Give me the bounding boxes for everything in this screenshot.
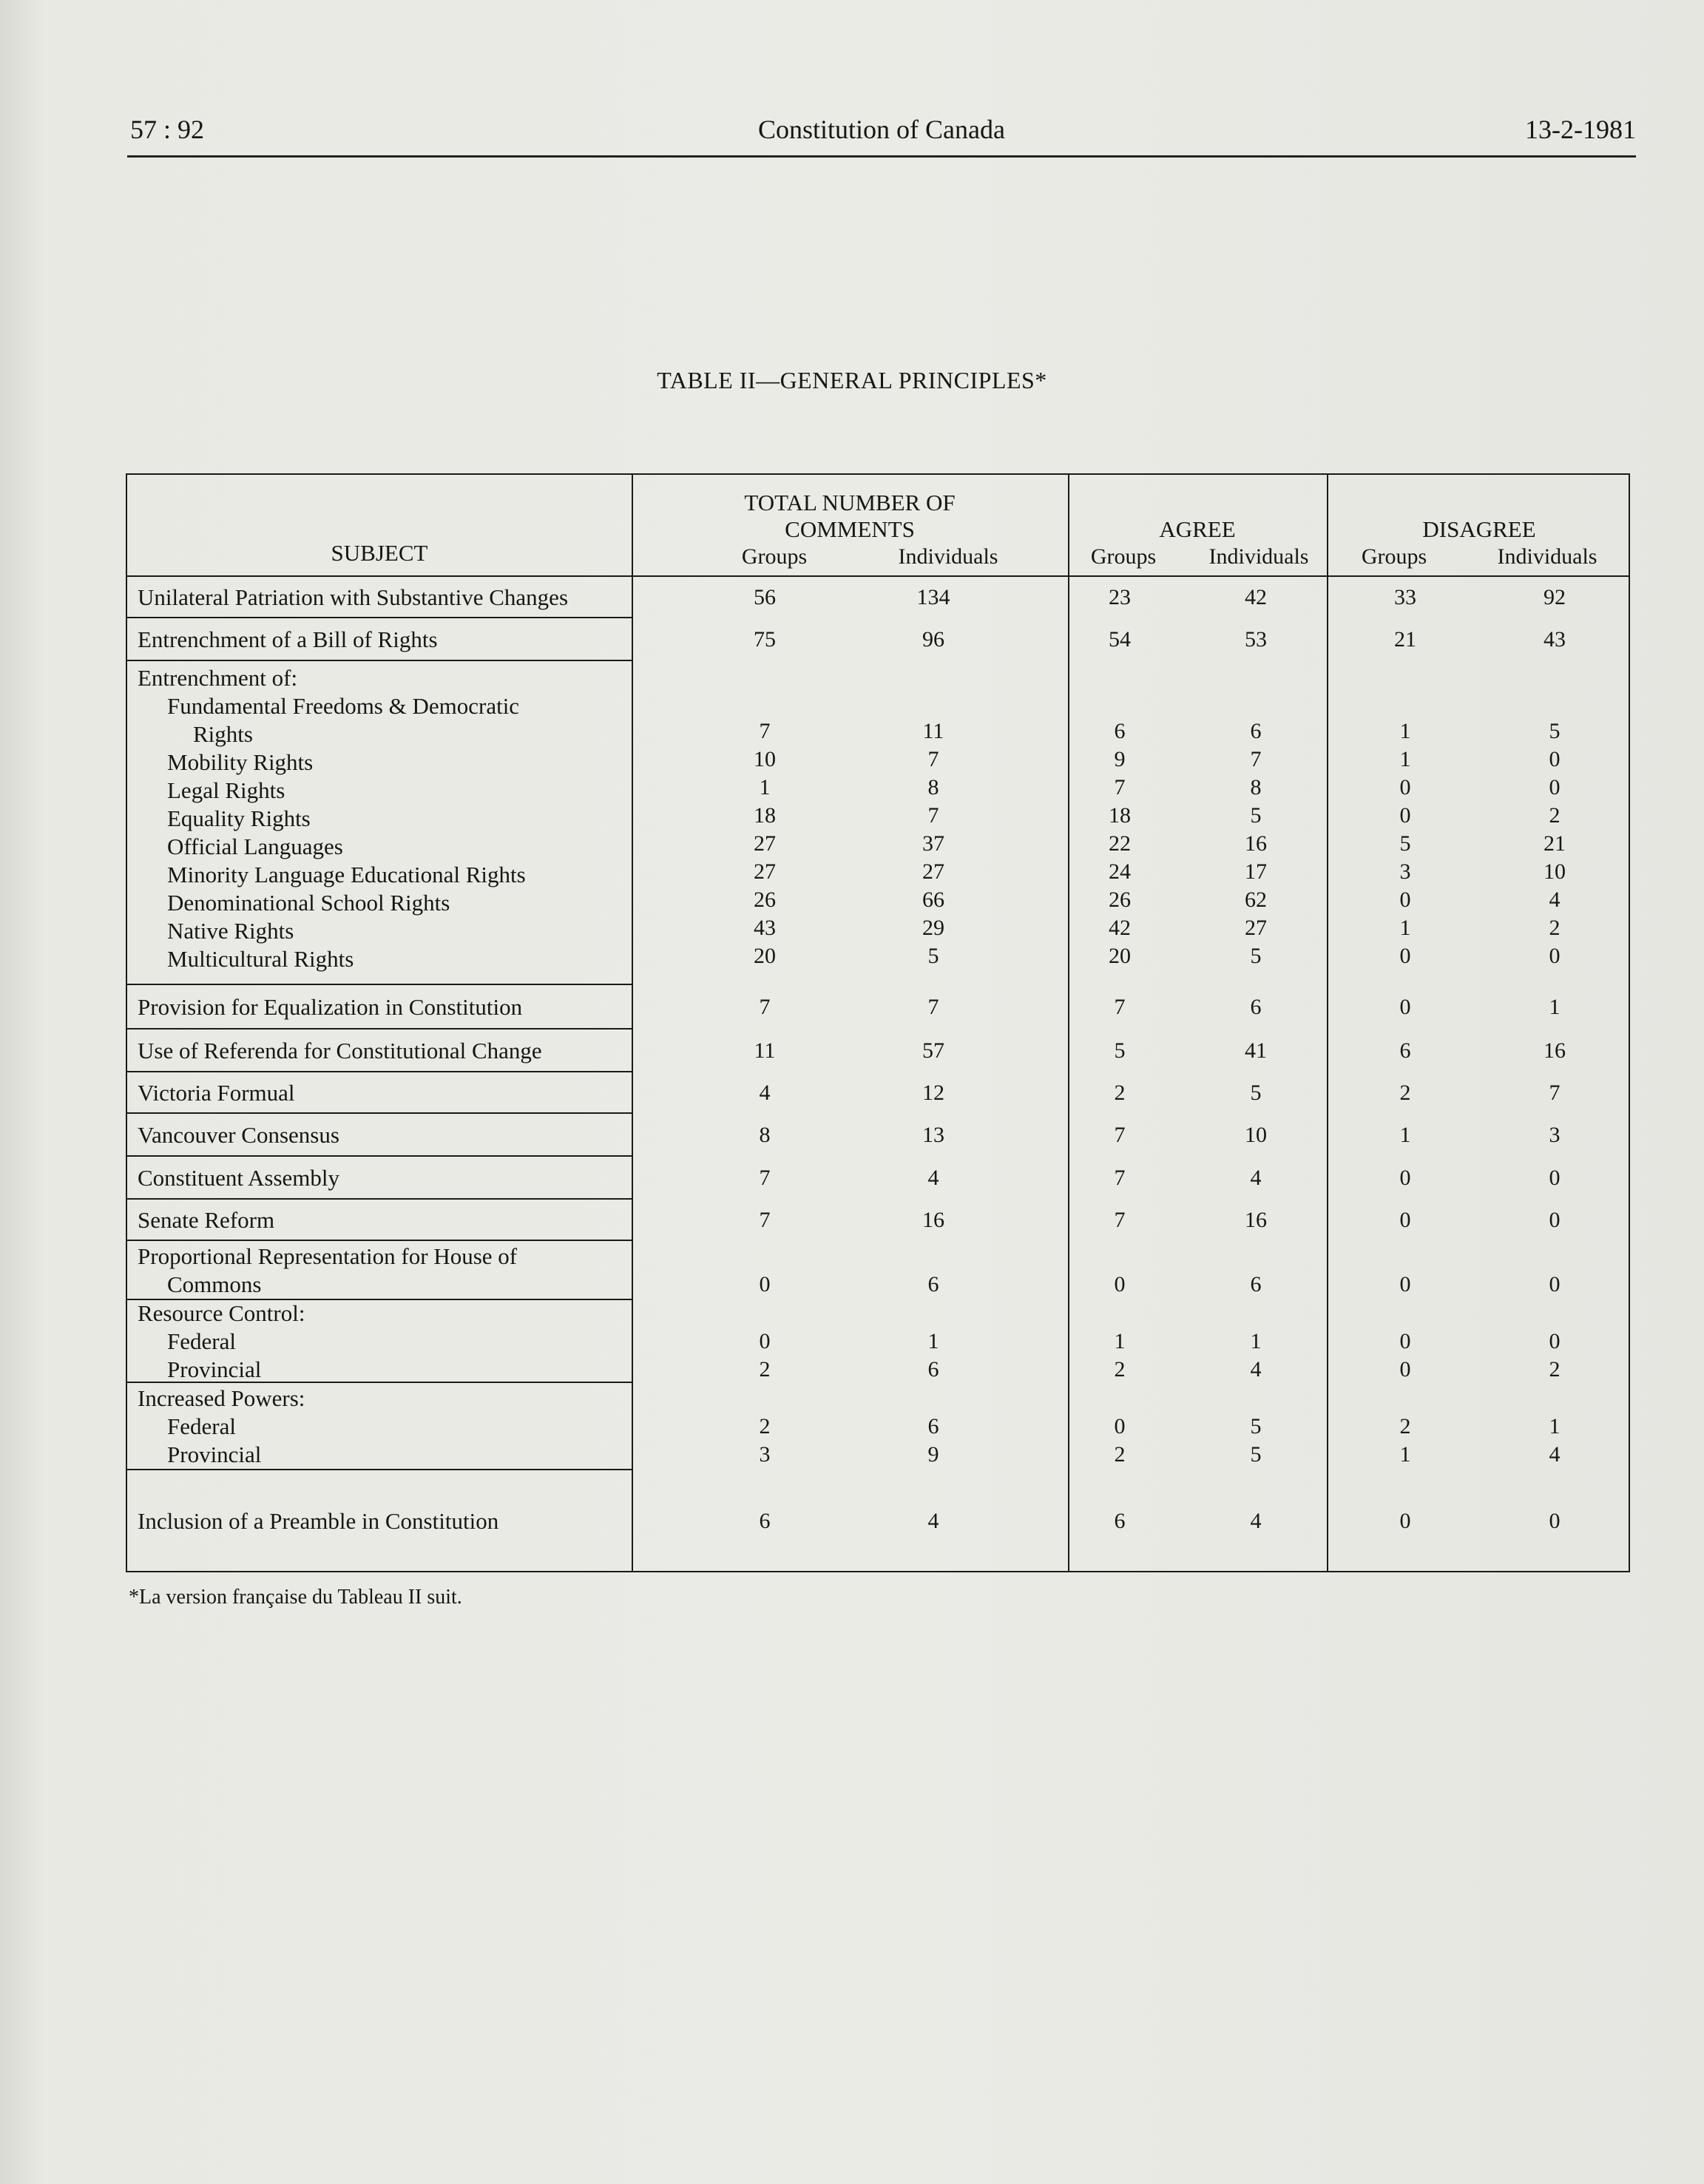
header-total-line2: COMMENTS — [785, 516, 915, 542]
value: 1 — [1250, 1329, 1262, 1353]
value-cell-di — [1510, 993, 1599, 1021]
value: 6 — [1250, 995, 1262, 1019]
value-cell-ag — [1075, 1121, 1164, 1149]
value-cell-dg — [1361, 993, 1450, 1021]
value-cell-di — [1510, 1413, 1599, 1469]
value: 33 — [1394, 585, 1416, 609]
value: 17 — [1245, 859, 1267, 884]
value: 27 — [1245, 916, 1267, 940]
value: 43 — [1544, 627, 1566, 652]
value: 7 — [927, 747, 939, 771]
value: 7 — [1114, 1208, 1126, 1232]
value: 4 — [1250, 1357, 1262, 1382]
value: 20 — [754, 944, 776, 968]
value-cell-di — [1510, 626, 1599, 654]
value-cell-ti — [889, 626, 978, 654]
value-cell-dg — [1361, 1507, 1450, 1535]
value-cell-tg — [720, 1328, 809, 1384]
value-cell-tg — [720, 1164, 809, 1192]
value-cell-ai — [1211, 1037, 1300, 1065]
value-cell-di — [1510, 1206, 1599, 1234]
value: 1 — [1399, 719, 1411, 743]
value-cell-ag — [1075, 626, 1164, 654]
value: 0 — [1399, 944, 1411, 968]
value: 7 — [759, 719, 771, 743]
header-total-groups: Groups — [741, 544, 808, 569]
value-cell-dg — [1361, 1121, 1450, 1149]
value: 2 — [1114, 1357, 1126, 1382]
value: 43 — [754, 916, 776, 940]
value: 11 — [922, 719, 944, 743]
value: 9 — [927, 1442, 939, 1467]
value-cell-ti — [889, 1037, 978, 1065]
value: 7 — [1114, 775, 1126, 799]
value: 26 — [754, 888, 776, 912]
value: 2 — [759, 1414, 771, 1438]
value-cell-ti — [889, 1413, 978, 1469]
value-cell-ag — [1075, 1037, 1164, 1065]
value-cell-tg — [720, 626, 809, 654]
header-disagree: DISAGREE — [1422, 516, 1536, 542]
value: 5 — [1114, 1038, 1126, 1063]
value: 0 — [1399, 1509, 1411, 1533]
value-cell-tg — [720, 1271, 809, 1299]
value-cell-ag — [1075, 1271, 1164, 1299]
value-cell-di — [1510, 1271, 1599, 1299]
value-cell-dg — [1361, 584, 1450, 612]
value: 7 — [927, 803, 939, 828]
subject-line: Denominational School Rights — [167, 890, 450, 916]
value: 1 — [1549, 995, 1561, 1019]
value-cell-di — [1510, 1328, 1599, 1384]
table-title: TABLE II—GENERAL PRINCIPLES* — [657, 367, 1047, 393]
value: 3 — [1399, 859, 1411, 884]
value: 22 — [1109, 831, 1131, 856]
value: 134 — [916, 585, 950, 609]
value-cell-tg — [720, 1121, 809, 1149]
value: 3 — [759, 1442, 771, 1467]
value: 53 — [1245, 627, 1267, 652]
subject-line: Vancouver Consensus — [138, 1122, 339, 1148]
value-cell-ti — [889, 1079, 978, 1107]
value-cell-dg — [1361, 1079, 1450, 1107]
row-divider — [127, 617, 632, 618]
page-date: 13-2-1981 — [1525, 115, 1636, 144]
value: 4 — [927, 1509, 939, 1533]
value-cell-di — [1510, 584, 1599, 612]
row-divider — [127, 1240, 632, 1241]
value: 8 — [927, 775, 939, 799]
value-cell-ti — [889, 993, 978, 1021]
value-cell-ag — [1075, 1507, 1164, 1535]
value: 13 — [922, 1123, 944, 1147]
value: 24 — [1109, 859, 1131, 884]
subject-line: Use of Referenda for Constitutional Change — [138, 1038, 542, 1064]
value: 2 — [1549, 803, 1561, 828]
row-divider — [127, 575, 1629, 577]
value: 10 — [754, 747, 776, 771]
value: 26 — [1109, 888, 1131, 912]
value: 3 — [1549, 1123, 1561, 1147]
value-cell-dg — [1361, 1164, 1450, 1192]
value-cell-ag — [1075, 1328, 1164, 1384]
value-cell-tg — [720, 1413, 809, 1469]
value: 2 — [1549, 916, 1561, 940]
column-divider — [1068, 475, 1069, 1571]
footnote: *La version française du Tableau II suit. — [129, 1586, 462, 1609]
subject-line: Inclusion of a Preamble in Constitution — [138, 1508, 499, 1534]
value-cell-di — [1510, 1164, 1599, 1192]
value: 37 — [922, 831, 944, 856]
value: 9 — [1114, 747, 1126, 771]
value: 27 — [754, 859, 776, 884]
value-cell-ai — [1211, 584, 1300, 612]
value: 2 — [1399, 1081, 1411, 1105]
value-cell-ag — [1075, 1079, 1164, 1107]
value-cell-di — [1510, 1507, 1599, 1535]
value-cell-tg — [720, 1079, 809, 1107]
value-cell-ag — [1075, 993, 1164, 1021]
page-header — [127, 111, 1636, 158]
value: 5 — [1250, 1081, 1262, 1105]
value: 6 — [927, 1414, 939, 1438]
value-cell-ti — [889, 1328, 978, 1384]
value: 0 — [1399, 1166, 1411, 1190]
value: 27 — [922, 859, 944, 884]
value: 20 — [1109, 944, 1131, 968]
value: 7 — [1250, 747, 1262, 771]
value-cell-dg — [1361, 1037, 1450, 1065]
value: 27 — [754, 831, 776, 856]
value: 0 — [1549, 944, 1561, 968]
value: 0 — [1549, 775, 1561, 799]
value-cell-ai — [1211, 1328, 1300, 1384]
value: 6 — [1399, 1038, 1411, 1063]
value-cell-ag — [1075, 717, 1164, 970]
value-cell-dg — [1361, 626, 1450, 654]
value: 1 — [1399, 747, 1411, 771]
value: 57 — [922, 1038, 944, 1063]
value-cell-di — [1510, 1079, 1599, 1107]
value: 5 — [927, 944, 939, 968]
subject-line: Unilateral Patriation with Substantive Changes — [138, 584, 569, 610]
subject-line: Proportional Representation for House of — [138, 1243, 518, 1269]
page-number: 57 : 92 — [130, 115, 205, 144]
subject-line: Increased Powers: — [138, 1385, 305, 1411]
value: 0 — [1549, 1509, 1561, 1533]
value: 6 — [1250, 719, 1262, 743]
row-divider — [127, 1155, 632, 1157]
subject-line: Entrenchment of: — [138, 665, 298, 691]
header-agree-groups: Groups — [1090, 544, 1157, 569]
value: 12 — [922, 1081, 944, 1105]
value-cell-ai — [1211, 626, 1300, 654]
subject-cell — [138, 584, 568, 612]
value: 6 — [927, 1272, 939, 1296]
value: 0 — [1114, 1414, 1126, 1438]
value-cell-ai — [1211, 1507, 1300, 1535]
subject-line: Provincial — [167, 1356, 262, 1382]
value: 18 — [754, 803, 776, 828]
value-cell-ai — [1211, 1079, 1300, 1107]
value: 10 — [1544, 859, 1566, 884]
value: 0 — [1399, 1357, 1411, 1382]
value-cell-di — [1510, 1121, 1599, 1149]
value-cell-dg — [1361, 1328, 1450, 1384]
value-cell-di — [1510, 1037, 1599, 1065]
value: 62 — [1245, 888, 1267, 912]
subject-cell — [138, 1299, 305, 1384]
value: 7 — [927, 995, 939, 1019]
value: 0 — [1399, 1272, 1411, 1296]
subject-cell — [138, 1507, 498, 1535]
value: 1 — [1114, 1329, 1126, 1353]
value-cell-ti — [889, 717, 978, 970]
subject-line: Provision for Equalization in Constitution — [138, 994, 523, 1020]
value: 1 — [1399, 1123, 1411, 1147]
value: 75 — [754, 627, 776, 652]
value-cell-ai — [1211, 1164, 1300, 1192]
subject-line: Rights — [193, 721, 253, 747]
header-disagree-groups: Groups — [1361, 544, 1427, 569]
subject-line: Legal Rights — [167, 777, 285, 803]
value: 0 — [1549, 1208, 1561, 1232]
value-cell-di — [1510, 717, 1599, 970]
value: 8 — [759, 1123, 771, 1147]
header-agree-individuals: Individuals — [1208, 544, 1309, 569]
header-subject: SUBJECT — [331, 540, 428, 566]
value-cell-ti — [889, 1206, 978, 1234]
value: 0 — [1549, 1329, 1561, 1353]
subject-line: Native Rights — [167, 918, 294, 944]
value: 1 — [1399, 916, 1411, 940]
subject-cell — [138, 626, 438, 654]
value: 0 — [1399, 775, 1411, 799]
value-cell-dg — [1361, 1413, 1450, 1469]
value: 16 — [922, 1208, 944, 1232]
value: 1 — [1399, 1442, 1411, 1467]
value: 10 — [1245, 1123, 1267, 1147]
value-cell-tg — [720, 1507, 809, 1535]
value-cell-tg — [720, 584, 809, 612]
value-cell-ti — [889, 1507, 978, 1535]
value: 6 — [759, 1509, 771, 1533]
header-total-individuals: Individuals — [898, 544, 998, 569]
value: 6 — [1250, 1272, 1262, 1296]
value-cell-ag — [1075, 1206, 1164, 1234]
subject-line: Commons — [167, 1271, 262, 1297]
header-disagree-individuals: Individuals — [1497, 544, 1598, 569]
value: 0 — [1399, 803, 1411, 828]
header-agree: AGREE — [1159, 516, 1236, 542]
value: 8 — [1250, 775, 1262, 799]
subject-line: Entrenchment of a Bill of Rights — [138, 626, 438, 652]
value-cell-tg — [720, 1206, 809, 1234]
value-cell-ag — [1075, 1413, 1164, 1469]
value: 6 — [927, 1357, 939, 1382]
value: 66 — [922, 888, 944, 912]
value: 0 — [1549, 1166, 1561, 1190]
subject-cell — [138, 664, 526, 973]
value: 5 — [1250, 1442, 1262, 1467]
value-cell-dg — [1361, 717, 1450, 970]
value-cell-ag — [1075, 1164, 1164, 1192]
subject-line: Provincial — [167, 1441, 262, 1467]
value-cell-tg — [720, 717, 809, 970]
value: 7 — [759, 995, 771, 1019]
value: 29 — [922, 916, 944, 940]
subject-cell — [138, 1037, 542, 1065]
value: 92 — [1544, 585, 1566, 609]
value: 7 — [759, 1208, 771, 1232]
value: 0 — [1399, 995, 1411, 1019]
value: 42 — [1109, 916, 1131, 940]
subject-line: Federal — [167, 1413, 236, 1439]
value-cell-tg — [720, 1037, 809, 1065]
subject-line: Official Languages — [167, 834, 343, 859]
value: 5 — [1399, 831, 1411, 856]
value-cell-ai — [1211, 1413, 1300, 1469]
value: 6 — [1114, 1509, 1126, 1533]
row-divider — [127, 660, 632, 661]
value: 0 — [759, 1329, 771, 1353]
value: 16 — [1245, 1208, 1267, 1232]
value: 2 — [1549, 1357, 1561, 1382]
value: 7 — [1114, 995, 1126, 1019]
value-cell-ai — [1211, 993, 1300, 1021]
row-divider — [127, 1112, 632, 1114]
row-divider — [127, 1198, 632, 1200]
value-cell-tg — [720, 993, 809, 1021]
value: 0 — [1399, 1329, 1411, 1353]
value-cell-ti — [889, 1271, 978, 1299]
value-cell-ti — [889, 584, 978, 612]
subject-cell — [138, 1243, 517, 1299]
value: 0 — [1399, 1208, 1411, 1232]
value: 0 — [759, 1272, 771, 1296]
value: 2 — [1114, 1081, 1126, 1105]
value: 0 — [1549, 747, 1561, 771]
value: 1 — [927, 1329, 939, 1353]
subject-line: Equality Rights — [167, 805, 311, 831]
value: 5 — [1250, 1414, 1262, 1438]
subject-cell — [138, 1385, 305, 1469]
row-divider — [127, 1469, 632, 1470]
general-principles-table — [126, 473, 1630, 1572]
row-divider — [127, 1071, 632, 1072]
subject-line: Federal — [167, 1328, 236, 1354]
value: 23 — [1109, 585, 1131, 609]
value: 16 — [1544, 1038, 1566, 1063]
value: 2 — [1114, 1442, 1126, 1467]
value: 1 — [1549, 1414, 1561, 1438]
value: 2 — [759, 1357, 771, 1382]
subject-line: Minority Language Educational Rights — [167, 862, 526, 888]
value-cell-ai — [1211, 1206, 1300, 1234]
subject-line: Fundamental Freedoms & Democratic — [167, 693, 520, 719]
value: 54 — [1109, 627, 1131, 652]
value: 56 — [754, 585, 776, 609]
value: 4 — [927, 1166, 939, 1190]
subject-line: Mobility Rights — [167, 749, 314, 775]
value: 4 — [1549, 1442, 1561, 1467]
value-cell-ag — [1075, 584, 1164, 612]
value: 16 — [1245, 831, 1267, 856]
value: 7 — [759, 1166, 771, 1190]
subject-cell — [138, 993, 522, 1021]
subject-cell — [138, 1206, 274, 1234]
value: 7 — [1549, 1081, 1561, 1105]
value: 21 — [1394, 627, 1416, 652]
value-cell-dg — [1361, 1271, 1450, 1299]
column-divider — [632, 475, 633, 1571]
value: 4 — [1250, 1509, 1262, 1533]
subject-line: Senate Reform — [138, 1207, 275, 1233]
value: 5 — [1549, 719, 1561, 743]
value: 7 — [1114, 1123, 1126, 1147]
column-divider — [1327, 475, 1328, 1571]
row-divider — [127, 1028, 632, 1030]
value-cell-dg — [1361, 1206, 1450, 1234]
value: 42 — [1245, 585, 1267, 609]
subject-line: Multicultural Rights — [167, 946, 354, 972]
subject-cell — [138, 1121, 339, 1149]
value-cell-ti — [889, 1164, 978, 1192]
value: 96 — [922, 627, 944, 652]
value: 0 — [1549, 1272, 1561, 1296]
value-cell-ai — [1211, 717, 1300, 970]
value: 41 — [1245, 1038, 1267, 1063]
value: 5 — [1250, 944, 1262, 968]
value: 18 — [1109, 803, 1131, 828]
value-cell-ai — [1211, 1121, 1300, 1149]
value: 1 — [759, 775, 771, 799]
value: 6 — [1114, 719, 1126, 743]
value: 21 — [1544, 831, 1566, 856]
header-total-line1: TOTAL NUMBER OF — [744, 490, 956, 515]
value: 2 — [1399, 1414, 1411, 1438]
row-divider — [127, 984, 632, 985]
value: 7 — [1114, 1166, 1126, 1190]
subject-cell — [138, 1164, 339, 1192]
running-title: Constitution of Canada — [758, 115, 1005, 144]
subject-line: Victoria Formual — [138, 1080, 295, 1106]
value: 4 — [1250, 1166, 1262, 1190]
subject-line: Constituent Assembly — [138, 1165, 339, 1191]
value-cell-ai — [1211, 1271, 1300, 1299]
subject-line: Resource Control: — [138, 1300, 305, 1326]
value: 0 — [1114, 1272, 1126, 1296]
value: 11 — [754, 1038, 776, 1063]
value: 0 — [1399, 888, 1411, 912]
value: 4 — [759, 1081, 771, 1105]
subject-cell — [138, 1079, 295, 1107]
value: 5 — [1250, 803, 1262, 828]
value: 4 — [1549, 888, 1561, 912]
value-cell-ti — [889, 1121, 978, 1149]
